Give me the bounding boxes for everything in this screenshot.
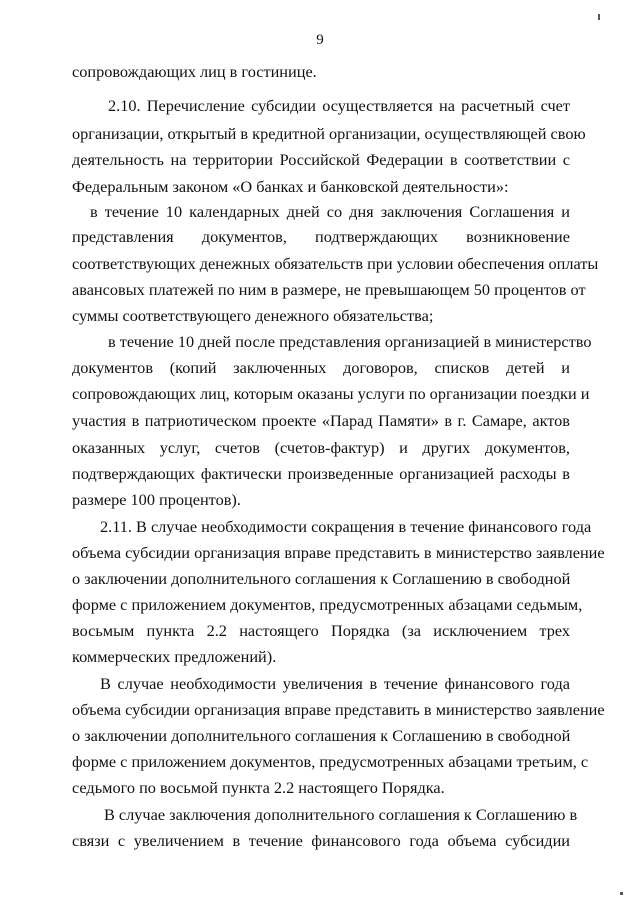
text-line: о заключении дополнительного соглашения к Соглашению в свободной — [72, 726, 571, 745]
text-line: связи с увеличением в течение финансового года объема субсидии — [72, 831, 570, 850]
text-line: В случае заключения дополнительного соглашения к Соглашению в — [104, 805, 578, 824]
text-line: документов (копий заключенных договоров, списков детей и — [72, 358, 570, 377]
text-line: форме с приложением документов, предусмотренных абзацами третьим, с — [72, 752, 589, 771]
scan-speck — [620, 892, 623, 895]
text-line: сопровождающих лиц, которым оказаны услуги по организации поездки и — [72, 384, 590, 403]
text-line: участия в патриотическом проекте «Парад Памяти» в г. Самаре, актов — [72, 411, 570, 430]
text-line: 2.10. Перечисление субсидии осуществляется на расчетный счет — [108, 96, 570, 115]
text-line: Федеральным законом «О банках и банковской деятельности»: — [72, 177, 509, 196]
text-line: седьмого по восьмой пункта 2.2 настоящего Порядка. — [72, 778, 445, 797]
text-line: сопровождающих лиц в гостинице. — [72, 62, 317, 81]
text-line: представления документов, подтверждающих возникновение — [72, 227, 570, 246]
text-line: соответствующих денежных обязательств при условии обеспечения оплаты — [72, 254, 599, 273]
text-line: организации, открытый в кредитной организации, осуществляющей свою — [72, 124, 586, 143]
text-line: коммерческих предложений). — [72, 647, 277, 666]
text-line: восьмым пункта 2.2 настоящего Порядка (за исключением трех — [72, 621, 570, 640]
text-line: В случае необходимости увеличения в течение финансового года — [100, 674, 570, 693]
page-number: 9 — [316, 32, 324, 48]
scan-speck — [598, 14, 600, 20]
text-line: суммы соответствующего денежного обязательства; — [72, 306, 434, 325]
text-line: объема субсидии организация вправе представить в министерство заявление — [72, 700, 605, 719]
text-line: 2.11. В случае необходимости сокращения в течение финансового года — [100, 517, 592, 536]
text-line: объема субсидии организация вправе представить в министерство заявление — [72, 543, 605, 562]
text-line: форме с приложением документов, предусмотренных абзацами седьмым, — [72, 595, 583, 614]
text-line: размере 100 процентов). — [72, 490, 241, 509]
text-line: в течение 10 календарных дней со дня заключения Соглашения и — [90, 202, 570, 221]
text-line: оказанных услуг, счетов (счетов-фактур) и других документов, — [72, 438, 570, 457]
text-line: авансовых платежей по ним в размере, не превышающем 50 процентов от — [72, 280, 586, 299]
text-line: подтверждающих фактически произведенные организацией расходы в — [72, 464, 570, 483]
text-line: в течение 10 дней после представления организацией в министерство — [108, 332, 592, 351]
text-line: о заключении дополнительного соглашения к Соглашению в свободной — [72, 569, 571, 588]
text-line: деятельность на территории Российской Федерации в соответствии с — [72, 150, 570, 169]
